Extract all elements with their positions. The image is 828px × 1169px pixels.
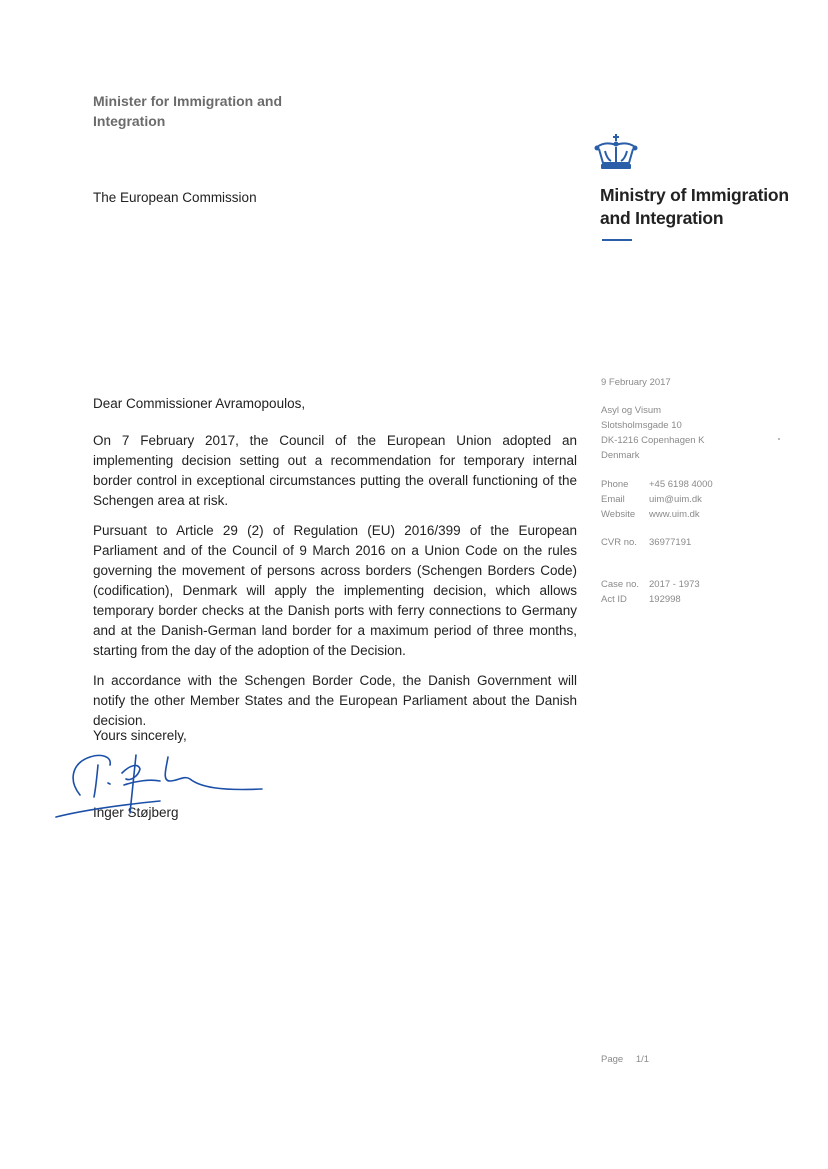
- case-number-row: [601, 577, 700, 592]
- act-id-row: [601, 592, 700, 607]
- ministry-name-line-1: Ministry of Immigration: [600, 185, 789, 205]
- contact-label: Website: [601, 509, 636, 520]
- recipient: The European Commission: [93, 190, 257, 205]
- address-line: DK-1216 Copenhagen K: [601, 435, 705, 446]
- salutation: Dear Commissioner Avramopoulos,: [93, 396, 306, 411]
- address-line: Asyl og Visum: [601, 405, 662, 416]
- cvr-row: [601, 535, 691, 550]
- act-label: Act ID: [601, 594, 627, 605]
- page-number: [601, 1054, 649, 1065]
- sender-line-1: Minister for Immigration and: [93, 93, 283, 109]
- ministry-divider: [602, 239, 632, 241]
- page-value: 1/1: [635, 1054, 650, 1065]
- contact-value[interactable]: www.uim.dk: [649, 509, 700, 520]
- royal-crown-icon: [593, 133, 639, 173]
- sender-line-2: Integration: [93, 113, 166, 129]
- signatory-name: Inger Støjberg: [93, 805, 179, 820]
- address-line: Slotsholmsgade 10: [601, 420, 682, 431]
- address-line: Denmark: [601, 450, 640, 461]
- cvr-info: [601, 535, 691, 550]
- act-value: 192998: [649, 594, 681, 605]
- contact-website: [601, 507, 713, 522]
- ministry-name-line-2: and Integration: [600, 208, 724, 228]
- contact-label: Phone: [601, 479, 629, 490]
- body-paragraph-3: In accordance with the Schengen Border Code, the Danish Government will notify the other Member States and the European Parliament about the Danish decision.: [93, 673, 577, 728]
- letter-date: 9 February 2017: [601, 377, 671, 388]
- sender-title: [93, 91, 353, 131]
- contact-info: [601, 477, 713, 522]
- case-value: 2017 - 1973: [649, 579, 700, 590]
- contact-email: [601, 492, 713, 507]
- handwritten-signature: [50, 735, 270, 820]
- cvr-label: CVR no.: [601, 537, 637, 548]
- contact-value[interactable]: uim@uim.dk: [649, 494, 702, 505]
- contact-phone: [601, 477, 713, 492]
- body-paragraph-2: Pursuant to Article 29 (2) of Regulation (EU) 2016/399 of the European Parliament and of the Council of 9 March 2016 on a Union Code on the rules governing the movement of persons across borders (Schengen Borders Code) (codification), Denmark will apply the implementing decision, which allows temporary border checks at the Danish ports with ferry connections to Germany and at the Danish-German land border for a maximum period of three months, starting from the day of the adoption of the Decision.: [93, 523, 577, 658]
- ministry-address: [601, 403, 705, 463]
- page-label: Page: [601, 1054, 624, 1065]
- ministry-name: [600, 184, 800, 230]
- contact-value: +45 6198 4000: [649, 479, 713, 490]
- scan-speck: [778, 438, 780, 440]
- case-info: [601, 577, 700, 607]
- case-label: Case no.: [601, 579, 640, 590]
- closing: Yours sincerely,: [93, 728, 187, 743]
- contact-label: Email: [601, 494, 625, 505]
- body-paragraph-1: On 7 February 2017, the Council of the European Union adopted an implementing decision setting out a recommendation for temporary internal border control in exceptional circumstances putting the overall functioning of the Schengen area at risk.: [93, 433, 577, 508]
- cvr-value: 36977191: [649, 537, 692, 548]
